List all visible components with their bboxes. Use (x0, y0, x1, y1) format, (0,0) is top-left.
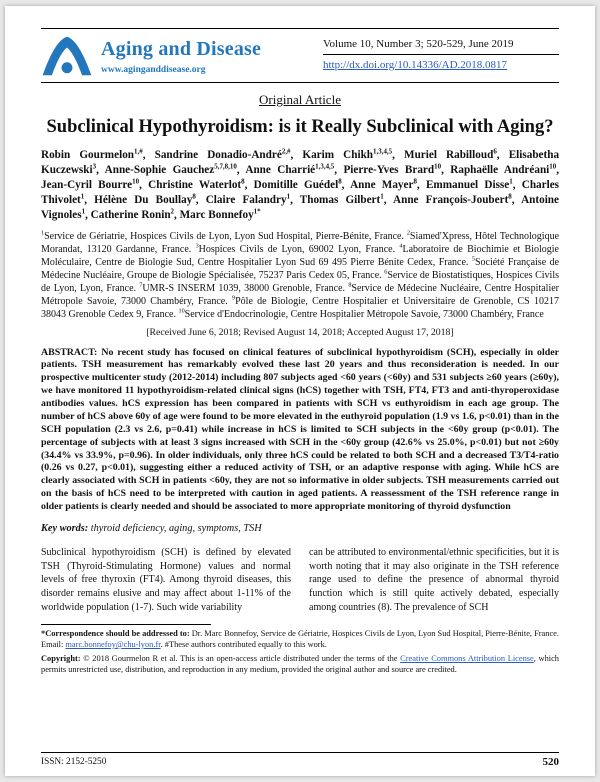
author-superscript: 8 (413, 177, 417, 186)
affiliation-superscript: 1 (41, 229, 45, 237)
copyright-text-pre: © 2018 Gourmelon R et al. This is an open-access article distributed under the terms of the (80, 654, 401, 664)
correspondence-label: *Correspondence should be addressed to: (41, 628, 190, 638)
abstract-text: No recent study has focused on clinical features of subclinical hypothyroidism (SCH), especially in older patients. TSH measurement has remarkably evolved these last 20 years and thus reconsideration is needed. In our prospective multicenter study (2012-2014) including 807 subjects aged <60 years (<60y) and 531 subjects ≥60 years (≥60y), we have monitored 11 hypothyroidism-related clinical signs (hCS) together with TSH, FT4, FT3 and anti-thyroperoxidase antibodies values. hCS expression has been compared in patients with SCH vs euthyroidism in each age group. The number of hCS above 60y of age were found to be more elevated in the euthyroid population (1.9 vs 1.6, p<0.01) than in the SCH population (2.3 vs 2.6, p=0.41) while increase in hCS is limited to SCH subjects in the <60y group (p<0.01). The percentage of subjects with at least 3 signs increased with SCH in the <60y group (42.6% vs 25.0%, p<0.01) but not ≥60y (34.4% vs 33.9%, p=0.96). In older individuals, only three hCS could be related to both SCH and a decreased T3/T4-ratio (0.26 vs 0.27, p<0.01), suggesting either a reduced activity of TSH, or an adaptive response with aging. While hCS are clearly associated with SCH in patients <60y, they are not so informative in older subjects. TSH measurements carried out on the basis of hCS need to be interpreted with caution in aged patients. A reassessment of the TSH reference range in older patients is clearly needed and should be associated to more appropriate monitoring of thyroid dysfunction (41, 346, 559, 512)
affiliation-superscript: 4 (399, 242, 403, 250)
volume-info: Volume 10, Number 3; 520-529, June 2019 (323, 38, 559, 55)
author-superscript: 6 (493, 147, 497, 156)
authors-line: Robin Gourmelon$^{1,\#}$, Sandrine Donadio-André$^{2,\#}$, Karim Chikh$^{1,3,4,5}$, Muriel Rabilloud$^6$, Elisabetha Kuczewski$^3$, Anne-Sophie Gauchez$^{5,7,8,10}$, Anne Charrié$^{1,3,4,5}$, Pierre-Yves Brard$^{10}$, Raphaëlle Andréani$^{10}$, Jean-Cyril Bourre$^{10}$, Christine Waterlot$^8$, Domitille Guédel$^8$, Anne Mayer$^8$, Emmanuel Disse$^1$, Charles Thivolet$^1$, Hélène Du Boullay$^8$, Claire Falandry$^1$, Thomas Gilbert$^1$, Anne François-Joubert$^8$, Antoine Vignoles$^1$, Catherine Ronin$^2$, Marc Bonnefoy$^{1*}$ (41, 147, 560, 221)
doi-link[interactable]: http://dx.doi.org/10.14336/AD.2018.0817 (323, 59, 508, 71)
affiliation-superscript: 9 (232, 294, 236, 302)
author-superscript: 1,3,4,5 (315, 162, 335, 171)
author-superscript: 8 (192, 191, 196, 200)
body-text (41, 546, 559, 615)
copyright-note (41, 653, 559, 675)
received-dates: [Received June 6, 2018; Revised August 14, 2018; Accepted August 17, 2018] (146, 326, 454, 338)
article-type-label: Original Article (259, 92, 341, 107)
author-superscript: 10 (434, 162, 442, 171)
copyright-text-post: , which permits unrestricted use, distribution, and reproduction in any medium, provided the original author and source are credited. (41, 654, 559, 675)
journal-name: Aging and Disease (101, 37, 262, 60)
author-superscript: 8 (338, 177, 342, 186)
affiliation-superscript: 5 (471, 255, 475, 263)
author-superscript: 8 (508, 191, 512, 200)
correspondence-note (41, 628, 559, 650)
page-footer (41, 752, 559, 770)
affiliation-superscript: 8 (348, 281, 352, 289)
keywords (41, 523, 559, 534)
journal-logo-icon (41, 35, 93, 77)
affiliations: $^1$Service de Gériatrie, Hospices Civils de Lyon, Lyon Sud Hospital, Pierre-Bénite, France. $^2$Siamed'Xpress, Hôtel Technologique Morandat, 13120 Gardanne, France. $^3$Hospices Civils de Lyon, 69002 Lyon, France. $^4$Laboratoire de Biochimie et Biologie Moléculaire, Centre de Biologie Sud, Centre Hospitalier Lyon Sud 69 495 Pierre Bénite Cedex, France. $^5$Société Française de Médecine Nucléaire, Groupe de Biologie Spécialisée, 75237 Paris Cedex 05, France. $^6$Service de Biostatistiques, Hospices Civils de Lyon, Lyon, France. $^7$UMR-S INSERM 1039, 38000 Grenoble, France. $^8$Service de Médecine Nucléaire, Centre Hospitalier Métropole Savoie, 73000 Chambéry, France. $^9$Pôle de Biologie, Centre Hospitalier et Universitaire de Grenoble, CS 10217 38043 Grenoble Cedex 9, France. $^{10}$Service d'Endocrinologie, Centre Hospitalier Métropole Savoie, 73000 Chambéry, France (41, 229, 560, 320)
author-superscript: 8 (241, 177, 245, 186)
affiliation-superscript: 10 (178, 307, 185, 315)
issn-label: ISSN: 2152-5250 (41, 757, 107, 767)
keywords-text: thyroid deficiency, aging, symptoms, TSH (88, 522, 262, 534)
affiliation-superscript: 2 (406, 229, 410, 237)
correspondence-after: . #These authors contributed equally to this work. (160, 639, 327, 649)
abstract (41, 347, 559, 514)
issue-info (323, 35, 559, 73)
author-superscript: 1 (81, 206, 86, 215)
author-superscript: 1 (509, 177, 513, 186)
author-superscript: 1,3,4,5 (373, 147, 393, 156)
author-superscript: 3 (92, 162, 97, 171)
affiliation-superscript: 3 (195, 242, 199, 250)
creative-commons-link[interactable]: Creative Commons Attribution License (400, 654, 534, 664)
body-column-right: can be attributed to environmental/ethnic specificities, but it is worth noting that it may also originate in the TSH reference range used to define the presence of abnormal thyroid function which is still quite actively debated, especially among countries (8). The prevalence of SCH (309, 546, 559, 614)
journal-brand (41, 35, 261, 77)
correspondence-email-link[interactable]: marc.bonnefoy@chu-lyon.fr (65, 639, 161, 649)
author-superscript: 1,# (134, 147, 143, 156)
journal-brand-text (101, 38, 261, 75)
author-superscript: 10 (549, 162, 557, 171)
keywords-label: Key words: (41, 522, 89, 534)
affiliation-superscript: 7 (139, 281, 143, 289)
article-page (5, 6, 595, 776)
author-superscript: 5,7,8,10 (214, 162, 237, 171)
author-superscript: 1 (80, 191, 85, 200)
footnote-rule (41, 624, 211, 625)
correspondence-text: Dr. Marc Bonnefoy, Service de Gériatrie, Hospices Civils de Lyon, Lyon Sud Hospital, Pierre-Bénite, France. Email: (41, 628, 559, 649)
abstract-label: ABSTRACT: (41, 346, 98, 358)
author-superscript: 1 (286, 191, 291, 200)
body-column-left: Subclinical hypothyroidism (SCH) is defined by elevated TSH (Thyroid-Stimulating Hormone) values and normal levels of free thyroxin (FT4). Among thyroid diseases, this disorder remains elusive and may affect about 1-11% of the worldwide population (1-7). Such wide variability (41, 546, 291, 614)
author-superscript: 1 (380, 191, 384, 200)
copyright-label: Copyright: (41, 654, 81, 664)
author-superscript: 1* (253, 206, 261, 215)
page-number: 520 (542, 756, 559, 768)
affiliation-superscript: 6 (384, 268, 388, 276)
journal-url-link[interactable]: www.aginganddisease.org (101, 64, 206, 75)
article-title: Subclinical Hypothyroidism: is it Really Subclinical with Aging? (46, 117, 554, 137)
author-superscript: 10 (132, 177, 140, 186)
header-bottom-rule (41, 82, 559, 83)
author-superscript: 2 (170, 206, 175, 215)
author-superscript: 2,# (281, 147, 291, 156)
journal-header (41, 29, 559, 82)
